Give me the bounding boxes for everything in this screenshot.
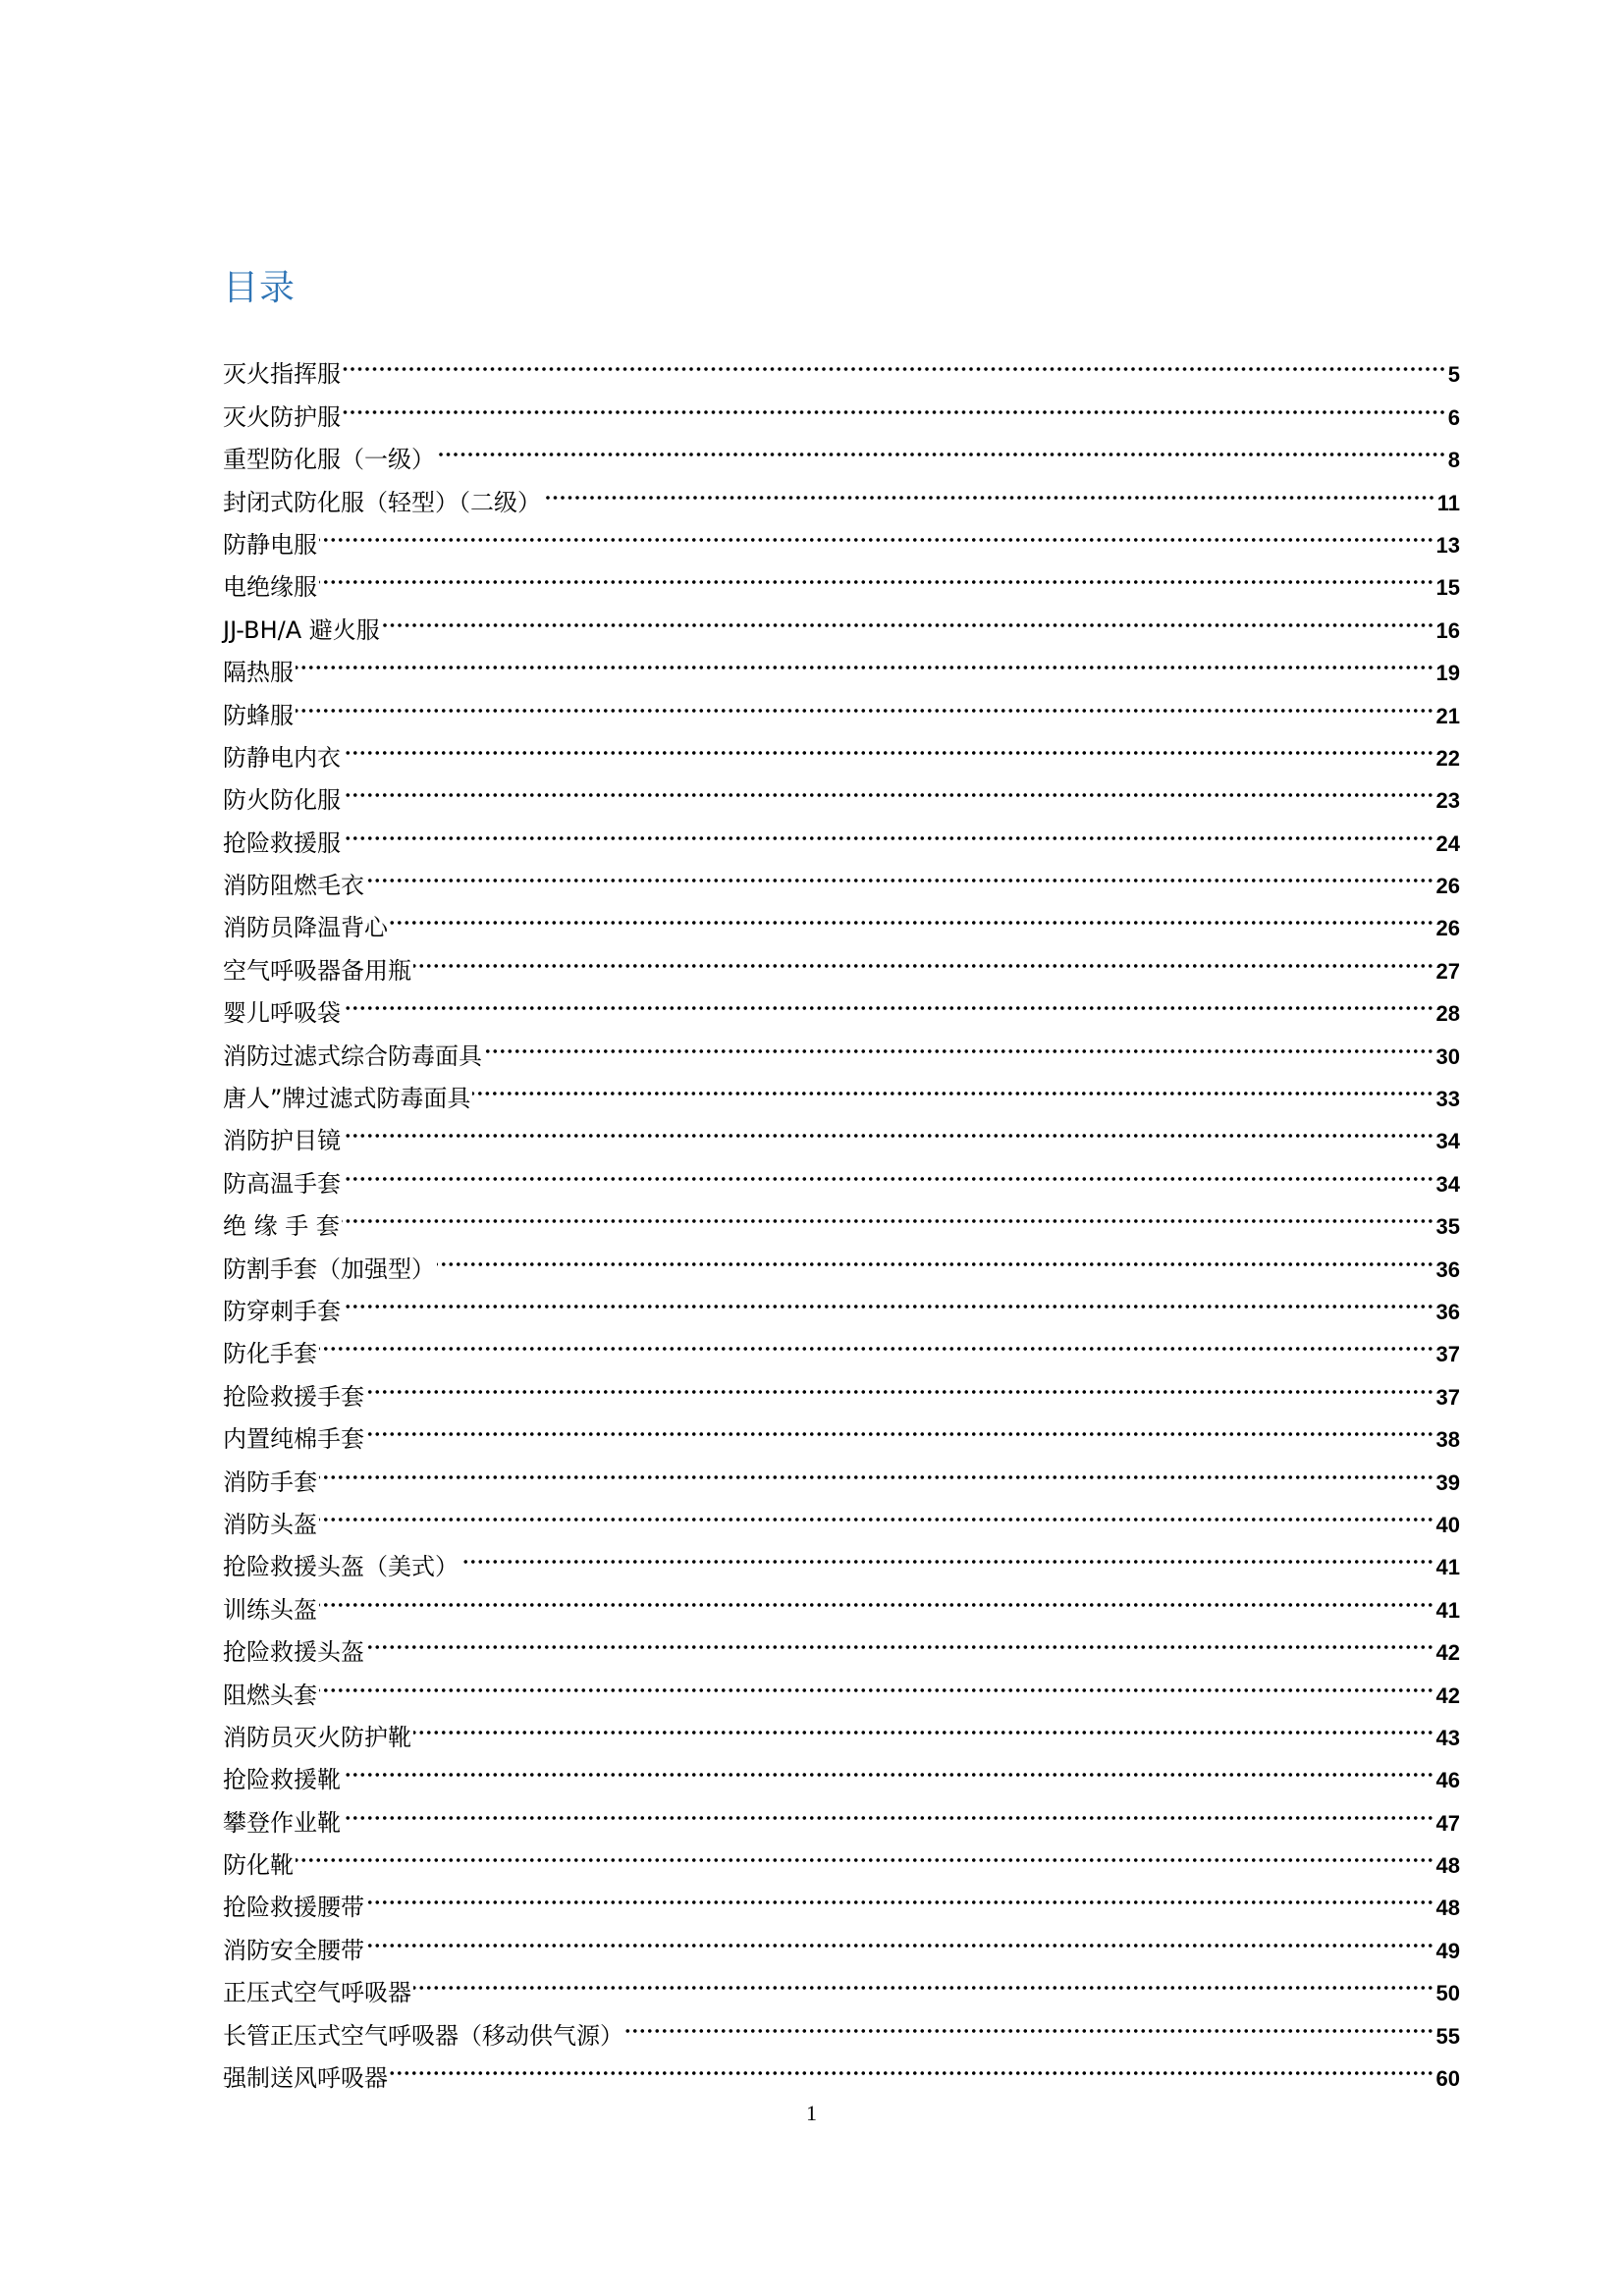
toc-entry[interactable]	[223, 1319, 1460, 1368]
toc-entry-label[interactable]: 正压式空气呼吸器	[223, 1979, 411, 2007]
toc-entry-page-number[interactable]: 43	[1435, 1725, 1460, 1750]
dot-leader	[342, 1192, 1434, 1234]
toc-list	[223, 340, 1460, 2093]
toc-entry[interactable]	[223, 595, 1460, 644]
dot-leader	[319, 1319, 1434, 1362]
toc-entry-label[interactable]: 防静电服	[223, 530, 317, 559]
toc-entry-label[interactable]: JJ-BH/A 避火服	[223, 615, 380, 644]
toc-entry[interactable]	[223, 638, 1460, 687]
toc-entry-label[interactable]: 防静电内衣	[223, 743, 341, 772]
toc-entry[interactable]	[223, 1532, 1460, 1581]
toc-entry-page-number[interactable]: 40	[1435, 1512, 1460, 1537]
toc-entry-label[interactable]: 抢险救援靴	[223, 1766, 341, 1794]
toc-entry-label[interactable]: 防火防化服	[223, 786, 341, 815]
toc-entry-page-number[interactable]: 11	[1436, 490, 1460, 515]
page-number: 1	[806, 2101, 817, 2125]
dot-leader	[390, 893, 1434, 935]
toc-entry-page-number[interactable]: 48	[1435, 1853, 1460, 1879]
toc-entry[interactable]	[223, 1618, 1460, 1667]
dot-leader	[343, 382, 1446, 424]
toc-entry-label[interactable]: 消防安全腰带	[223, 1936, 364, 1964]
toc-entry-label[interactable]: 消防手套	[223, 1468, 317, 1496]
toc-entry-label[interactable]: 重型防化服（一级）	[223, 446, 435, 474]
dot-leader	[343, 340, 1446, 382]
dot-leader	[437, 1234, 1434, 1276]
toc-entry-label[interactable]: 灭火防护服	[223, 402, 341, 431]
toc-entry-page-number[interactable]: 46	[1435, 1768, 1460, 1793]
dot-leader	[460, 1532, 1434, 1575]
toc-entry-label[interactable]: 灭火指挥服	[223, 360, 341, 389]
dot-leader	[343, 1277, 1434, 1319]
dot-leader	[366, 1618, 1434, 1660]
toc-entry-page-number[interactable]: 24	[1435, 830, 1460, 856]
toc-entry-page-number[interactable]: 21	[1435, 703, 1460, 728]
toc-entry-page-number[interactable]: 55	[1435, 2023, 1460, 2049]
toc-entry-label[interactable]: 唐人”牌过滤式防毒面具	[223, 1085, 471, 1113]
toc-entry-page-number[interactable]: 37	[1435, 1384, 1460, 1410]
toc-entry-page-number[interactable]: 38	[1435, 1427, 1460, 1453]
toc-title: 目录	[223, 268, 297, 308]
toc-entry-page-number[interactable]: 42	[1435, 1682, 1460, 1708]
toc-entry-label[interactable]: 消防员灭火防护靴	[223, 1723, 411, 1751]
toc-entry[interactable]	[223, 1106, 1460, 1155]
toc-entry-page-number[interactable]: 41	[1435, 1597, 1460, 1623]
toc-entry-page-number[interactable]: 23	[1435, 788, 1460, 814]
toc-entry-page-number[interactable]: 47	[1435, 1810, 1460, 1836]
toc-entry[interactable]	[223, 851, 1460, 900]
toc-entry-label[interactable]: 空气呼吸器备用瓶	[223, 956, 411, 985]
toc-entry-label[interactable]: 消防头盔	[223, 1510, 317, 1538]
toc-entry[interactable]	[223, 1788, 1460, 1837]
toc-entry[interactable]	[223, 979, 1460, 1028]
toc-entry-page-number[interactable]: 42	[1435, 1640, 1460, 1666]
toc-entry[interactable]	[223, 893, 1460, 942]
dot-leader	[319, 1447, 1434, 1489]
toc-entry-page-number[interactable]: 37	[1435, 1342, 1460, 1367]
dot-leader	[343, 1148, 1434, 1191]
toc-entry-label[interactable]: 消防员降温背心	[223, 914, 388, 942]
dot-leader	[366, 1873, 1434, 1915]
dot-leader	[484, 1021, 1434, 1063]
toc-entry[interactable]	[223, 1745, 1460, 1794]
dot-leader	[625, 2001, 1434, 2043]
toc-entry-page-number[interactable]: 33	[1435, 1087, 1460, 1112]
toc-entry-label[interactable]: 防割手套（加强型）	[223, 1255, 435, 1283]
toc-entry[interactable]	[223, 1277, 1460, 1325]
toc-entry-page-number[interactable]: 30	[1435, 1043, 1460, 1069]
toc-entry-page-number[interactable]: 35	[1435, 1214, 1460, 1240]
dot-leader	[472, 1064, 1434, 1106]
toc-entry-page-number[interactable]: 48	[1435, 1896, 1460, 1921]
toc-entry-label[interactable]: 绝 缘 手 套	[223, 1212, 340, 1241]
toc-entry[interactable]	[223, 1915, 1460, 1964]
toc-entry-page-number[interactable]: 34	[1435, 1129, 1460, 1154]
toc-entry-label[interactable]: 抢险救援头盔（美式）	[223, 1553, 459, 1581]
toc-entry[interactable]	[223, 935, 1460, 985]
toc-entry[interactable]	[223, 1362, 1460, 1411]
toc-entry-page-number[interactable]: 41	[1435, 1555, 1460, 1580]
dot-leader	[343, 723, 1434, 766]
dot-leader	[413, 1703, 1434, 1745]
toc-entry-label[interactable]: 防化靴	[223, 1851, 294, 1880]
toc-entry[interactable]	[223, 723, 1460, 772]
toc-entry-page-number[interactable]: 6	[1447, 404, 1460, 430]
dot-leader	[319, 510, 1434, 553]
toc-entry-label[interactable]: 训练头盔	[223, 1595, 317, 1624]
toc-entry-page-number[interactable]: 15	[1435, 575, 1460, 601]
toc-entry[interactable]	[223, 1447, 1460, 1496]
toc-entry[interactable]	[223, 425, 1460, 474]
dot-leader	[319, 1660, 1434, 1702]
toc-entry[interactable]	[223, 510, 1460, 559]
toc-entry-page-number[interactable]: 5	[1447, 362, 1460, 388]
toc-entry[interactable]	[223, 1660, 1460, 1709]
toc-entry[interactable]	[223, 1148, 1460, 1198]
toc-entry-label[interactable]: 抢险救援头盔	[223, 1638, 364, 1667]
toc-entry-label[interactable]: 抢险救援腰带	[223, 1894, 364, 1922]
dot-leader	[366, 1405, 1434, 1447]
toc-entry-page-number[interactable]: 50	[1435, 1981, 1460, 2006]
toc-entry-label[interactable]: 防穿刺手套	[223, 1297, 341, 1325]
toc-entry-label[interactable]: 阻燃头套	[223, 1681, 317, 1709]
dot-leader	[413, 935, 1434, 978]
toc-entry-label[interactable]: 内置纯棉手套	[223, 1425, 364, 1454]
toc-entry[interactable]	[223, 1021, 1460, 1070]
toc-entry[interactable]	[223, 340, 1460, 389]
toc-entry-label[interactable]: 消防护目镜	[223, 1127, 341, 1155]
toc-entry-label[interactable]: 攀登作业靴	[223, 1808, 341, 1837]
toc-entry-page-number[interactable]: 60	[1435, 2066, 1460, 2092]
toc-entry[interactable]	[223, 766, 1460, 815]
dot-leader	[437, 425, 1446, 467]
toc-entry[interactable]	[223, 1405, 1460, 1454]
toc-entry-page-number[interactable]: 49	[1435, 1938, 1460, 1963]
toc-entry-page-number[interactable]: 16	[1435, 617, 1460, 643]
toc-entry-page-number[interactable]: 28	[1435, 1001, 1460, 1027]
toc-entry[interactable]	[223, 680, 1460, 729]
toc-entry[interactable]	[223, 1831, 1460, 1880]
toc-entry[interactable]	[223, 2044, 1460, 2093]
toc-entry-page-number[interactable]: 34	[1435, 1171, 1460, 1197]
toc-entry-page-number[interactable]: 39	[1435, 1469, 1460, 1495]
toc-entry-label[interactable]: 防蜂服	[223, 701, 294, 729]
toc-entry[interactable]	[223, 1490, 1460, 1538]
toc-entry-label[interactable]: 婴儿呼吸袋	[223, 999, 341, 1028]
dot-leader	[390, 2044, 1434, 2086]
toc-entry-label[interactable]: 封闭式防化服（轻型）（二级）	[223, 488, 541, 516]
toc-entry-page-number[interactable]: 8	[1447, 448, 1460, 473]
toc-entry-label[interactable]: 强制送风呼吸器	[223, 2064, 388, 2093]
toc-entry-label[interactable]: 长管正压式空气呼吸器（移动供气源）	[223, 2021, 623, 2050]
dot-leader	[319, 553, 1434, 595]
dot-leader	[382, 595, 1434, 637]
dot-leader	[319, 1575, 1434, 1617]
toc-entry-label[interactable]: 消防过滤式综合防毒面具	[223, 1041, 482, 1070]
toc-entry[interactable]	[223, 1192, 1460, 1241]
dot-leader	[343, 1106, 1434, 1148]
toc-entry-label[interactable]: 消防阻燃毛衣	[223, 872, 364, 900]
toc-entry[interactable]	[223, 553, 1460, 602]
dot-leader	[319, 1490, 1434, 1532]
dot-leader	[343, 766, 1434, 808]
dot-leader	[296, 680, 1434, 722]
toc-entry[interactable]	[223, 1873, 1460, 1922]
dot-leader	[343, 979, 1434, 1021]
toc-entry-page-number[interactable]: 36	[1435, 1256, 1460, 1282]
dot-leader	[413, 1958, 1434, 2001]
toc-entry-page-number[interactable]: 26	[1435, 916, 1460, 941]
toc-entry[interactable]	[223, 1234, 1460, 1283]
toc-entry-page-number[interactable]: 26	[1435, 874, 1460, 899]
toc-entry-label[interactable]: 抢险救援手套	[223, 1382, 364, 1411]
dot-leader	[296, 1831, 1434, 1873]
toc-entry[interactable]	[223, 1958, 1460, 2007]
toc-entry[interactable]	[223, 1703, 1460, 1751]
toc-entry-page-number[interactable]: 36	[1435, 1299, 1460, 1324]
dot-leader	[366, 1362, 1434, 1404]
toc-entry-label[interactable]: 防高温手套	[223, 1169, 341, 1198]
toc-entry[interactable]	[223, 1575, 1460, 1624]
dot-leader	[343, 1788, 1434, 1830]
toc-entry-label[interactable]: 隔热服	[223, 659, 294, 687]
toc-entry-label[interactable]: 电绝缘服	[223, 573, 317, 602]
dot-leader	[366, 851, 1434, 893]
toc-entry-page-number[interactable]: 13	[1435, 532, 1460, 558]
toc-entry-page-number[interactable]: 27	[1435, 958, 1460, 984]
dot-leader	[296, 638, 1434, 680]
toc-entry-page-number[interactable]: 22	[1435, 745, 1460, 771]
dot-leader	[343, 808, 1434, 850]
toc-entry[interactable]	[223, 808, 1460, 857]
toc-entry-page-number[interactable]: 19	[1435, 661, 1460, 686]
dot-leader	[543, 467, 1435, 509]
toc-entry-label[interactable]: 抢险救援服	[223, 828, 341, 857]
toc-entry-label[interactable]: 防化手套	[223, 1340, 317, 1368]
toc-entry[interactable]	[223, 382, 1460, 431]
dot-leader	[366, 1915, 1434, 1957]
dot-leader	[343, 1745, 1434, 1788]
